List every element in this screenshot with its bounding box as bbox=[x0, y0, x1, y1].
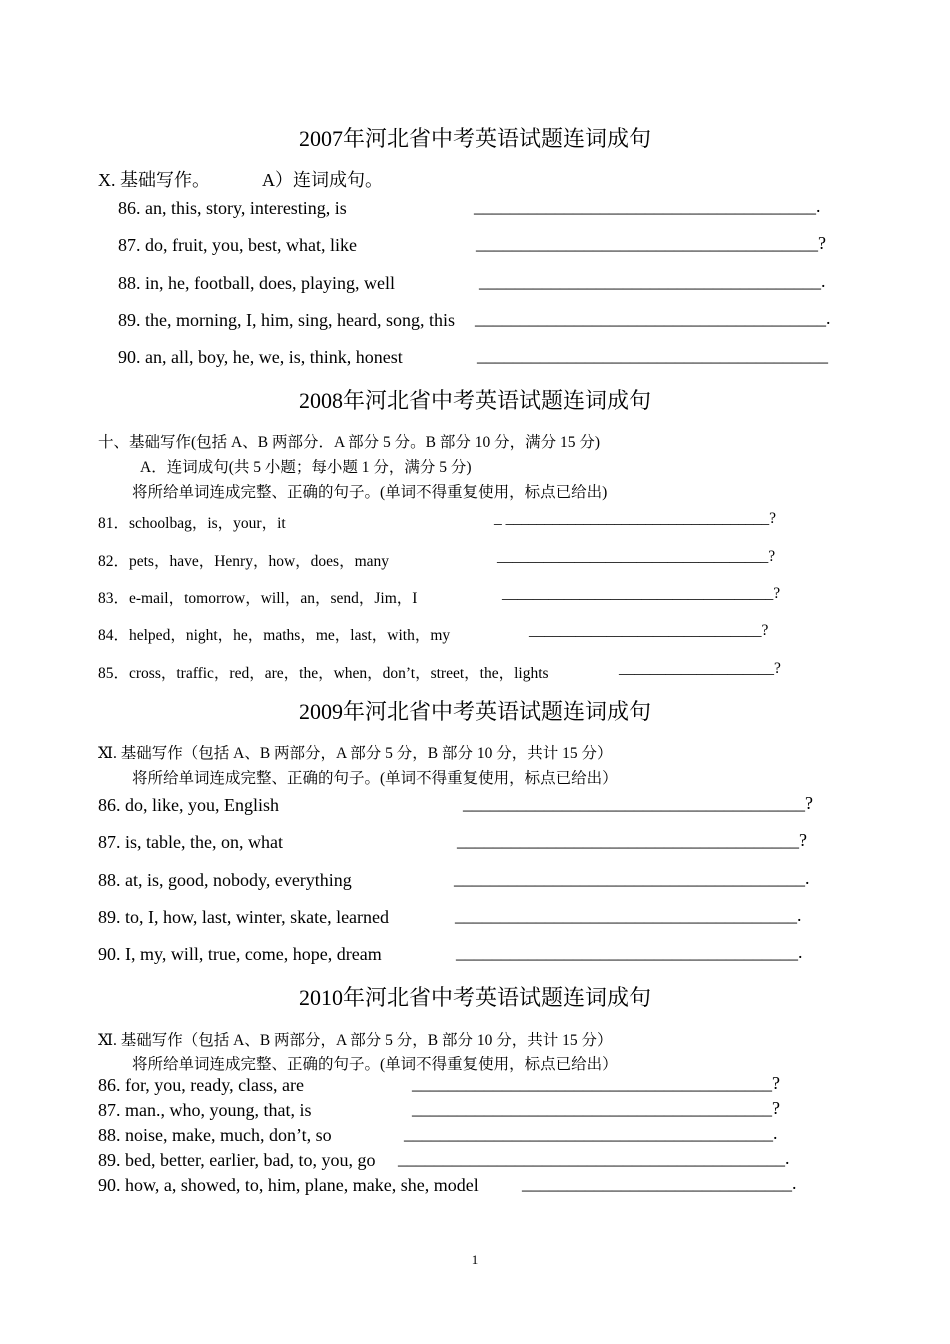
question-2009-88: 88. at, is, good, nobody, everything bbox=[98, 870, 352, 890]
title-2009: 2009年河北省中考英语试题连词成句 bbox=[298, 699, 651, 724]
answer-blank-2009-87: ______________________________________? bbox=[457, 830, 807, 850]
answer-blank-2008-82: ___________________________________? bbox=[497, 548, 776, 565]
answer-blank-2007-90: _______________________________________ bbox=[477, 345, 828, 365]
instructions-2009: 将所给单词连成完整、正确的句子。(单词不得重复使用，标点已给出） bbox=[132, 770, 618, 787]
answer-blank-2007-88: ______________________________________. bbox=[479, 271, 826, 291]
question-2008-83: 83．e-mail，tomorrow，will，an，send，Jim，I bbox=[98, 590, 418, 607]
answer-blank-2009-86: ______________________________________? bbox=[463, 793, 813, 813]
question-2008-81: 81．schoolbag，is，your，it bbox=[98, 515, 286, 532]
question-2008-84: 84．helped，night，he，maths，me，last，with，my bbox=[98, 627, 451, 644]
question-2010-86: 86. for, you, ready, class, are bbox=[98, 1075, 305, 1095]
question-2009-87: 87. is, table, the, on, what bbox=[98, 832, 283, 852]
answer-blank-2007-89: _______________________________________. bbox=[475, 308, 831, 328]
answer-blank-2009-90: ______________________________________. bbox=[456, 942, 803, 962]
instructions-2008: 将所给单词连成完整、正确的句子。(单词不得重复使用，标点已给出) bbox=[132, 484, 608, 501]
answer-blank-2008-81: _ __________________________________? bbox=[494, 510, 777, 527]
question-2007-87: 87. do, fruit, you, best, what, like bbox=[118, 235, 357, 255]
question-2010-90: 90. how, a, showed, to, him, plane, make, she, model bbox=[98, 1175, 479, 1195]
question-2007-90: 90. an, all, boy, he, we, is, think, honest bbox=[118, 347, 403, 367]
section-header-2008: 十、基础写作(包括 A、B 两部分．A 部分 5 分。B 部分 10 分，满分 15 分) bbox=[98, 434, 601, 451]
question-2007-88: 88. in, he, football, does, playing, well bbox=[118, 273, 395, 293]
question-2009-89: 89. to, I, how, last, winter, skate, learned bbox=[98, 907, 390, 927]
answer-blank-2007-86: ______________________________________. bbox=[474, 196, 821, 216]
question-2009-90: 90. I, my, will, true, come, hope, dream bbox=[98, 944, 382, 964]
question-2007-89: 89. the, morning, I, him, sing, heard, song, this bbox=[118, 310, 455, 330]
question-2008-82: 82．pets，have，Henry，how，does，many bbox=[98, 553, 390, 570]
answer-blank-2009-88: _______________________________________. bbox=[454, 868, 810, 888]
answer-blank-2010-87: ________________________________________? bbox=[412, 1098, 780, 1118]
section-header-2009: Ⅺ. 基础写作（包括 A、B 两部分，A 部分 5 分，B 部分 10 分，共计 15 分） bbox=[98, 745, 613, 762]
title-2010: 2010年河北省中考英语试题连词成句 bbox=[298, 985, 651, 1010]
answer-blank-2009-89: ______________________________________. bbox=[455, 905, 802, 925]
answer-blank-2010-88: _________________________________________. bbox=[404, 1123, 778, 1143]
instructions-2010: 将所给单词连成完整、正确的句子。(单词不得重复使用，标点已给出） bbox=[132, 1056, 618, 1073]
page-number: 1 bbox=[471, 1252, 479, 1267]
answer-blank-2010-90: ______________________________. bbox=[522, 1173, 797, 1193]
answer-blank-2008-83: ___________________________________? bbox=[502, 585, 781, 602]
answer-blank-2008-85: ____________________? bbox=[619, 660, 781, 677]
question-2007-86: 86. an, this, story, interesting, is bbox=[118, 198, 347, 218]
section-sub-2007: A）连词成句。 bbox=[262, 170, 383, 190]
question-2008-85: 85．cross，traffic，red，are，the，when，don’t，street，the，lights bbox=[98, 665, 549, 682]
question-2010-88: 88. noise, make, much, don’t, so bbox=[98, 1125, 332, 1145]
section-sub-2008: A．连词成句(共 5 小题；每小题 1 分，满分 5 分) bbox=[140, 459, 472, 476]
answer-blank-2007-87: ______________________________________? bbox=[476, 233, 826, 253]
question-2010-87: 87. man., who, young, that, is bbox=[98, 1100, 312, 1120]
answer-blank-2010-89: ___________________________________________. bbox=[398, 1148, 790, 1168]
title-2008: 2008年河北省中考英语试题连词成句 bbox=[298, 388, 651, 413]
answer-blank-2008-84: ______________________________? bbox=[529, 622, 769, 639]
title-2007: 2007年河北省中考英语试题连词成句 bbox=[298, 126, 651, 151]
answer-blank-2010-86: ________________________________________? bbox=[412, 1073, 780, 1093]
question-2010-89: 89. bed, better, earlier, bad, to, you, go bbox=[98, 1150, 376, 1170]
section-header-2010: Ⅺ. 基础写作（包括 A、B 两部分，A 部分 5 分，B 部分 10 分，共计 15 分） bbox=[98, 1032, 613, 1049]
section-header-2007: X. 基础写作。 bbox=[98, 170, 210, 190]
question-2009-86: 86. do, like, you, English bbox=[98, 795, 279, 815]
